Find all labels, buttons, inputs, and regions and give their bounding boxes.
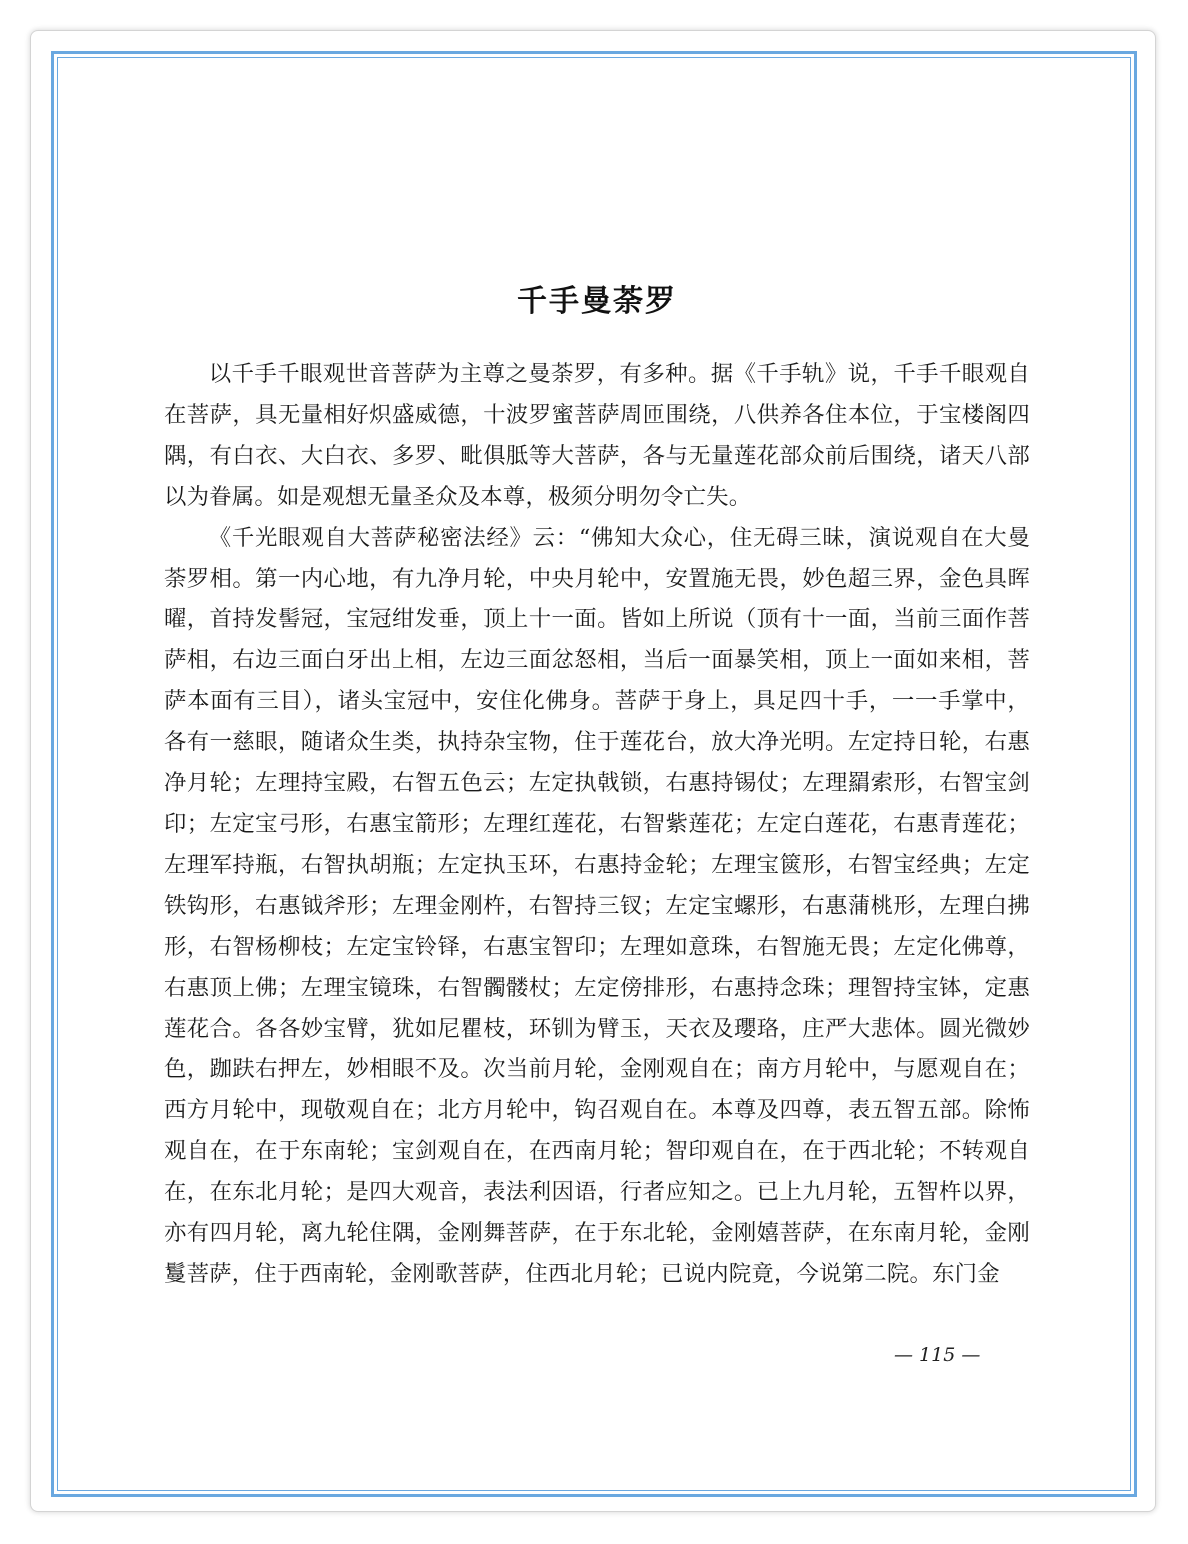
paragraph-1: 以千手千眼观世音菩萨为主尊之曼荼罗，有多种。据《千手轨》说，千手千眼观自在菩萨，具无量相好炽盛威德，十波罗蜜菩萨周匝围绕，八供养各住本位，于宝楼阁四隅，有白衣、大白衣、多罗、毗俱胝等大菩萨，各与无量莲花部众前后围绕，诸天八部以为眷属。如是观想无量圣众及本尊，极须分明勿令亡失。 — [164, 361, 1030, 510]
page-border-frame — [51, 51, 1137, 1497]
page-title: 千手曼荼罗 — [517, 284, 677, 319]
page-number: — 115 — — [894, 1344, 981, 1366]
paragraph-2: 《千光眼观自大菩萨秘密法经》云：“佛知大众心，住无碍三昧，演说观自在大曼荼罗相。第一内心地，有九净月轮，中央月轮中，安置施无畏，妙色超三界，金色具晖曜，首持发髻冠，宝冠绀发垂，顶上十一面。皆如上所说（顶有十一面，当前三面作菩萨相，右边三面白牙出上相，左边三面忿怒相，当后一面暴笑相，顶上一面如来相，菩萨本面有三目），诸头宝冠中，安住化佛身。菩萨于身上，具足四十手，一一手掌中，各有一慈眼，随诸众生类，执持杂宝物，住于莲花台，放大净光明。左定持日轮，右惠净月轮；左理持宝殿，右智五色云；左定执戟锁，右惠持锡仗；左理羂索形，右智宝剑印；左定宝弓形，右惠宝箭形；左理红莲花，右智紫莲花；左定白莲花，右惠青莲花；左理军持瓶，右智执胡瓶；左定执玉环，右惠持金轮；左理宝篋形，右智宝经典；左定铁钩形，右惠钺斧形；左理金刚杵，右智持三钗；左定宝螺形，右惠蒲桃形，左理白拂形，右智杨柳枝；左定宝铃铎，右惠宝智印；左理如意珠，右智施无畏；左定化佛尊，右惠顶上佛；左理宝镜珠，右智髑髅杖；左定傍排形，右惠持念珠；理智持宝钵，定惠莲花合。各各妙宝臂，犹如尼瞿枝，环钏为臂玉，天衣及瓔珞，庄严大悲体。圆光微妙色，跏趺右押左，妙相眼不及。次当前月轮，金刚观自在；南方月轮中，与愿观自在；西方月轮中，现敬观自在；北方月轮中，钩召观自在。本尊及四尊，表五智五部。除怖观自在，在于东南轮；宝剑观自在，在西南月轮；智印观自在，在于西北轮；不转观自在，在东北月轮；是四大观音，表法利因语，行者应知之。已上九月轮，五智杵以界，亦有四月轮，离九轮住隅，金刚舞菩萨，在于东北轮，金刚嬉菩萨，在东南月轮，金刚鬘菩萨，住于西南轮，金刚歌菩萨，住西北月轮；已说内院竟，今说第二院。东门金 — [164, 524, 1030, 1287]
body-text — [164, 354, 1030, 1295]
